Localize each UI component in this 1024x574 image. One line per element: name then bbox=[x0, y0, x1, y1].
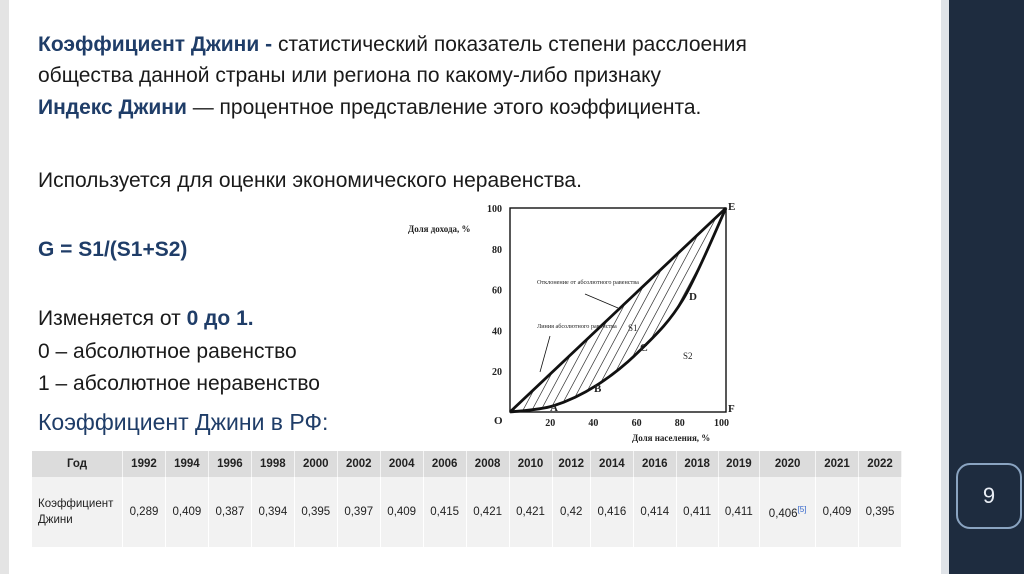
annotation-equality-pointer bbox=[540, 336, 550, 372]
table-header-row bbox=[32, 451, 902, 477]
hatch-line bbox=[747, 196, 770, 412]
range-value: 0 до 1. bbox=[186, 307, 254, 330]
hatch-line bbox=[531, 196, 651, 412]
table-header-year-2016: 2016 bbox=[633, 451, 676, 477]
hatch-line bbox=[540, 196, 660, 412]
table-cell: 0,409 bbox=[165, 477, 208, 547]
table-header-year: Год bbox=[32, 451, 123, 477]
y-tick-label: 20 bbox=[492, 367, 502, 379]
y-axis-label: Доля дохода, % bbox=[408, 224, 471, 234]
hatch-line bbox=[639, 196, 759, 412]
definition-line-1 bbox=[38, 31, 747, 59]
hatch-line bbox=[495, 196, 615, 412]
hatch-line bbox=[594, 196, 714, 412]
left-edge-bar bbox=[0, 0, 9, 574]
y-tick-labels bbox=[487, 204, 502, 378]
table-header-year-2010: 2010 bbox=[509, 451, 552, 477]
table-cell: 0,411 bbox=[718, 477, 760, 547]
table-header-year-2012: 2012 bbox=[552, 451, 590, 477]
row-label-line-1: Коэффициент bbox=[38, 498, 114, 510]
table-cell: 0,395 bbox=[294, 477, 337, 547]
hatch-line bbox=[738, 196, 770, 412]
hatch-line bbox=[513, 196, 633, 412]
table-cell: 0,42 bbox=[552, 477, 590, 547]
annotation-equality-text: Линия абсолютного равенства bbox=[537, 323, 617, 330]
table-header-year-1992: 1992 bbox=[123, 451, 166, 477]
definition-text-1: статистический показатель степени расслоения bbox=[272, 33, 747, 56]
hatch-line bbox=[765, 196, 770, 412]
right-gap-strip bbox=[941, 0, 949, 574]
y-tick-label: 60 bbox=[492, 285, 502, 297]
table-header-year-2021: 2021 bbox=[816, 451, 859, 477]
y-tick-label: 40 bbox=[492, 326, 502, 338]
hatch-line bbox=[675, 196, 770, 412]
table-cell: 0,415 bbox=[423, 477, 466, 547]
table-header-year-2019: 2019 bbox=[718, 451, 760, 477]
table-row bbox=[32, 477, 902, 547]
table-cell: 0,406[5] bbox=[760, 477, 816, 547]
y-tick-label: 100 bbox=[487, 204, 502, 215]
gini-coefficient-term: Коэффициент Джини - bbox=[38, 33, 273, 56]
table-cell: 0,387 bbox=[208, 477, 251, 547]
x-tick-label: 40 bbox=[588, 418, 599, 429]
table-header-year-1998: 1998 bbox=[251, 451, 294, 477]
table-cell: 0,395 bbox=[859, 477, 902, 547]
origin-label: O bbox=[494, 415, 503, 427]
hatch-line bbox=[576, 196, 696, 412]
definition-text-3: — процентное представление этого коэффициента. bbox=[186, 96, 702, 119]
hatch-line bbox=[459, 196, 579, 412]
hatch-line bbox=[756, 196, 770, 412]
table-header-year-2022: 2022 bbox=[859, 451, 902, 477]
hatch-line bbox=[558, 196, 678, 412]
x-tick-labels bbox=[545, 418, 729, 429]
point-label-b: B bbox=[594, 383, 602, 395]
hatch-line bbox=[400, 196, 408, 412]
range-prefix: Изменяется от bbox=[38, 307, 187, 330]
table-cell: 0,289 bbox=[123, 477, 166, 547]
table-cell: 0,409 bbox=[380, 477, 423, 547]
table-header-year-2008: 2008 bbox=[466, 451, 509, 477]
formula: G = S1/(S1+S2) bbox=[38, 238, 188, 261]
table-cell: 0,409 bbox=[816, 477, 859, 547]
point-label-a: A bbox=[550, 402, 558, 414]
definition-line-3 bbox=[38, 94, 701, 122]
table-cell: 0,397 bbox=[337, 477, 380, 547]
hatch-line bbox=[729, 196, 770, 412]
table-header-year-2014: 2014 bbox=[590, 451, 633, 477]
point-label-c: C bbox=[640, 342, 648, 354]
annotation-deviation-text: Отклонение от абсолютного равенства bbox=[537, 279, 639, 286]
row-label-line-2: Джини bbox=[38, 514, 73, 526]
x-tick-label: 100 bbox=[714, 418, 729, 429]
x-tick-label: 80 bbox=[674, 418, 685, 429]
definition-line-2: общества данной страны или региона по какому-либо признаку bbox=[38, 64, 662, 87]
table-header-year-1994: 1994 bbox=[165, 451, 208, 477]
table-row-label bbox=[32, 477, 123, 547]
hatch-line bbox=[720, 196, 770, 412]
hatch-line bbox=[468, 196, 588, 412]
annotation-equality bbox=[537, 323, 617, 330]
point-label-d: D bbox=[689, 291, 697, 303]
hatch-line bbox=[630, 196, 750, 412]
range-line bbox=[38, 305, 254, 333]
hatch-line bbox=[477, 196, 597, 412]
lorenz-curve-chart bbox=[400, 196, 770, 446]
area-label-s1: S1 bbox=[628, 323, 638, 333]
table-cell: 0,416 bbox=[590, 477, 633, 547]
hatch-line bbox=[684, 196, 770, 412]
x-axis-label: Доля населения, % bbox=[632, 433, 711, 443]
table-header-year-2000: 2000 bbox=[294, 451, 337, 477]
page-number-badge: 9 bbox=[956, 463, 1022, 529]
x-tick-label: 60 bbox=[631, 418, 642, 429]
point-label-f: F bbox=[728, 403, 735, 415]
footnote-link[interactable]: [5] bbox=[797, 504, 807, 514]
table-cell: 0,421 bbox=[466, 477, 509, 547]
x-tick-label: 20 bbox=[545, 418, 556, 429]
area-label-s2: S2 bbox=[683, 351, 693, 361]
table-cell: 0,394 bbox=[251, 477, 294, 547]
hatch-line bbox=[657, 196, 770, 412]
table-cell: 0,421 bbox=[509, 477, 552, 547]
table-header-year-2004: 2004 bbox=[380, 451, 423, 477]
hatch-line bbox=[711, 196, 770, 412]
hatch-line bbox=[702, 196, 770, 412]
rf-heading: Коэффициент Джини в РФ: bbox=[38, 409, 329, 435]
inequality-line: 1 – абсолютное неравенство bbox=[38, 372, 320, 395]
annotation-deviation-pointer bbox=[585, 294, 618, 308]
table-header-year-2002: 2002 bbox=[337, 451, 380, 477]
equality-line-diagonal bbox=[510, 208, 726, 412]
hatch-line bbox=[612, 196, 732, 412]
point-label-e: E bbox=[728, 201, 736, 213]
hatch-line bbox=[567, 196, 687, 412]
annotation-deviation bbox=[537, 279, 639, 286]
table-header-year-1996: 1996 bbox=[208, 451, 251, 477]
y-tick-label: 80 bbox=[492, 244, 502, 256]
table-header-year-2006: 2006 bbox=[423, 451, 466, 477]
usage-line: Используется для оценки экономического неравенства. bbox=[38, 169, 582, 192]
table-header-year-2018: 2018 bbox=[676, 451, 718, 477]
table-cell: 0,414 bbox=[633, 477, 676, 547]
gini-index-term: Индекс Джини bbox=[38, 96, 187, 119]
table-header-year-2020: 2020 bbox=[760, 451, 816, 477]
equality-line: 0 – абсолютное равенство bbox=[38, 340, 297, 363]
table-cell: 0,411 bbox=[676, 477, 718, 547]
hatch-line bbox=[648, 196, 768, 412]
gini-rf-table bbox=[32, 451, 902, 547]
